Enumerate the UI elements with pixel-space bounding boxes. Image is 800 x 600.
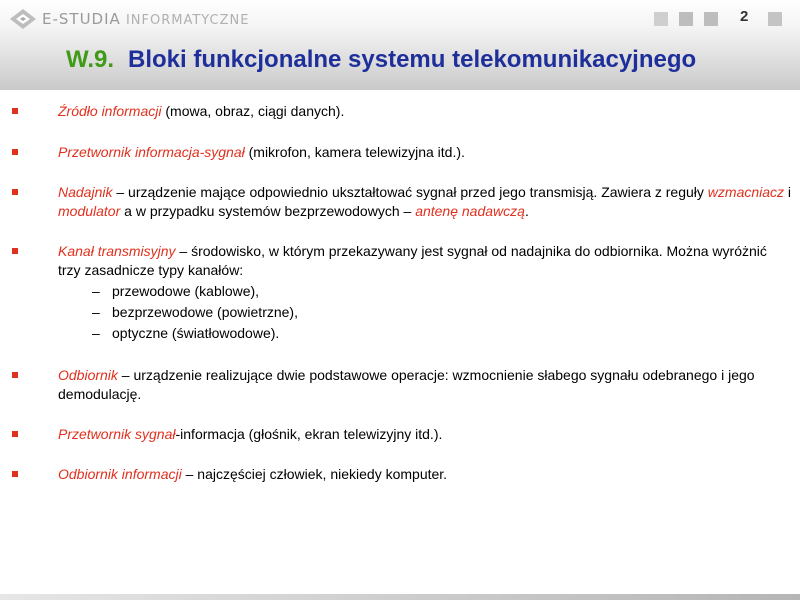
title-text: Bloki funkcjonalne systemu telekomunikacyjnego	[128, 46, 697, 73]
bullet-icon	[12, 149, 18, 155]
slide-title	[66, 46, 696, 74]
slide-header	[0, 0, 800, 90]
bullet-icon	[12, 248, 18, 254]
footer-line	[0, 594, 800, 600]
bullet-icon	[12, 189, 18, 195]
bullet-icon	[12, 372, 18, 378]
square-icon	[768, 12, 782, 26]
list-item: Odbiornik – urządzenie realizujące dwie podstawowe operacje: wzmocnienie słabego sygnału odebranego i jego demodulację.	[10, 366, 792, 404]
bullet-icon	[12, 471, 18, 477]
square-icon	[704, 12, 718, 26]
title-number: W.9.	[66, 46, 115, 73]
sub-list-item: – bezprzewodowe (powietrzne),	[92, 304, 298, 320]
square-icon	[654, 12, 668, 26]
sub-list-item: – optyczne (światłowodowe).	[92, 325, 280, 341]
list-item: Przetwornik sygnał-informacja (głośnik, ekran telewizyjny itd.).	[10, 425, 792, 444]
square-icon	[679, 12, 693, 26]
logo-text: E-STUDIA INFORMATYCZNE	[42, 10, 250, 28]
bullet-icon	[12, 108, 18, 114]
logo-mark-icon	[8, 6, 38, 32]
bullet-list	[10, 100, 792, 484]
sub-list-item: – przewodowe (kablowe),	[92, 283, 260, 299]
list-item: Odbiornik informacji – najczęściej człowiek, niekiedy komputer.	[10, 465, 792, 484]
bullet-icon	[12, 431, 18, 437]
list-item: Kanał transmisyjny – środowisko, w którym przekazywany jest sygnał od nadajnika do odbiornika. Można wyróżnić trzy zasadnicze typy kanałów:	[10, 242, 792, 280]
list-item: Przetwornik informacja-sygnał (mikrofon, kamera telewizyjna itd.).	[10, 143, 792, 162]
list-item: Źródło informacji (mowa, obraz, ciągi danych).	[10, 102, 792, 121]
list-item: Nadajnik – urządzenie mające odpowiednio ukształtować sygnał przed jego transmisją. Zawiera z reguły wzmacniacz i modulator a w przypadku systemów bezprzewodowych – antenę nadawczą.	[10, 183, 792, 221]
page-number: 2	[740, 8, 749, 25]
decorative-squares	[654, 12, 729, 26]
logo	[8, 6, 249, 32]
